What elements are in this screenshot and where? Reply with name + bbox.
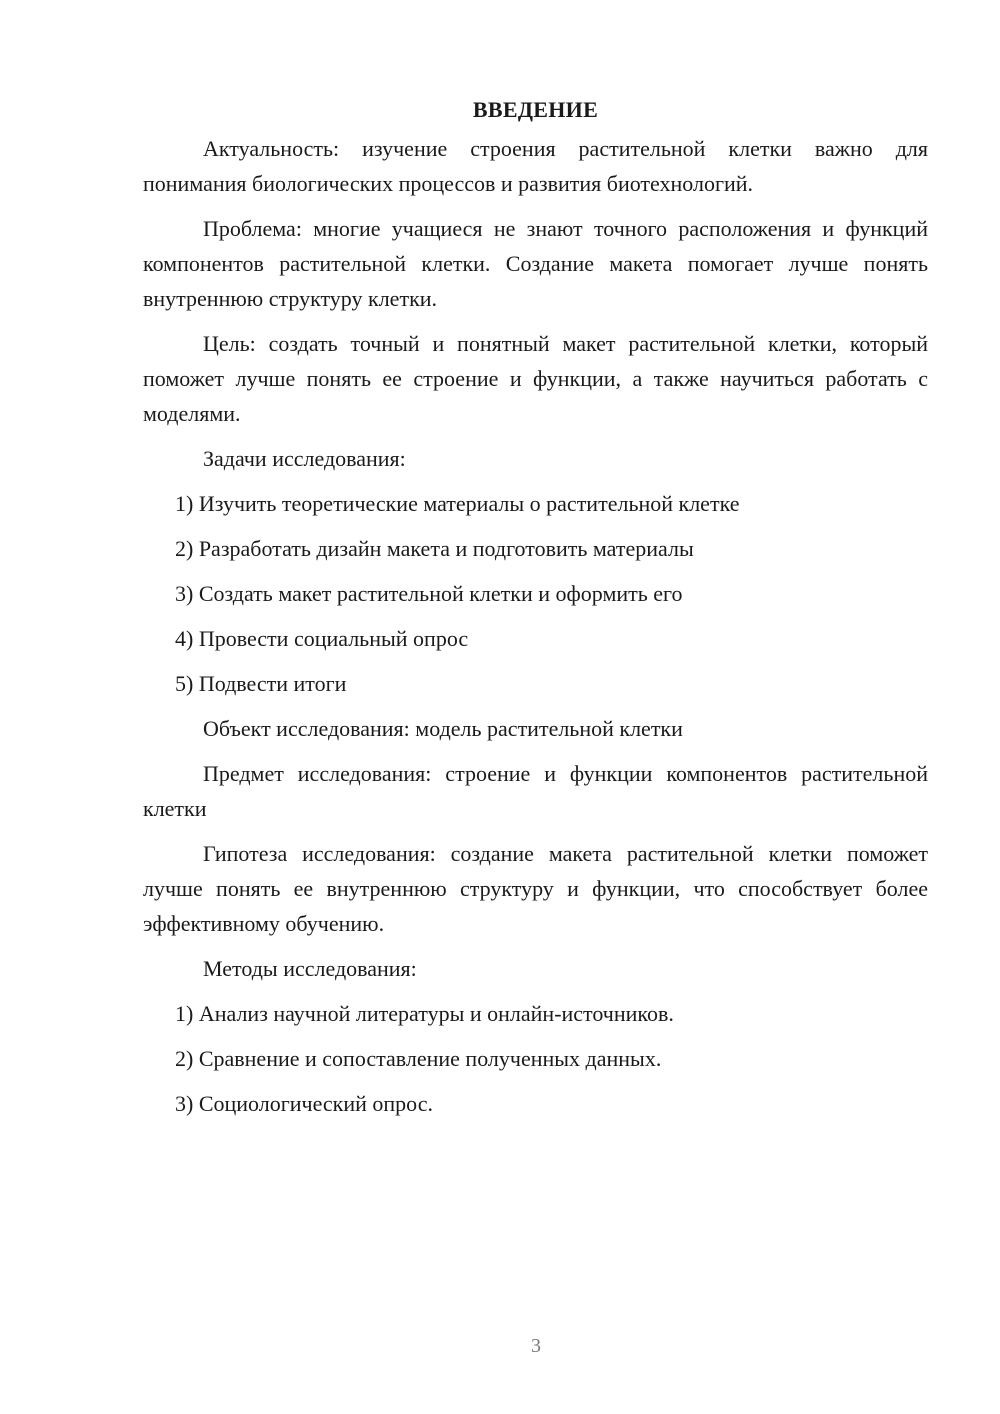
task-item: 1) Изучить теоретические материалы о растительной клетке bbox=[175, 491, 740, 516]
tasks-heading: Задачи исследования: bbox=[203, 446, 406, 471]
method-item: 2) Сравнение и сопоставление полученных данных. bbox=[175, 1046, 662, 1071]
page-content bbox=[143, 95, 928, 1131]
object-paragraph: Объект исследования: модель растительной клетки bbox=[203, 716, 683, 741]
section-title: ВВЕДЕНИЕ bbox=[472, 97, 599, 122]
subject-paragraph: Предмет исследования: строение и функции компонентов растительной клетки bbox=[143, 761, 928, 821]
task-item: 4) Провести социальный опрос bbox=[175, 626, 469, 651]
method-item: 1) Анализ научной литературы и онлайн-источников. bbox=[175, 1001, 674, 1026]
methods-heading: Методы исследования: bbox=[203, 956, 417, 981]
task-item: 2) Разработать дизайн макета и подготовить материалы bbox=[175, 536, 694, 561]
relevance-paragraph: Актуальность: изучение строения растительной клетки важно для понимания биологических процессов и развития биотехнологий. bbox=[143, 136, 928, 196]
task-item: 3) Создать макет растительной клетки и оформить его bbox=[175, 581, 683, 606]
problem-paragraph: Проблема: многие учащиеся не знают точного расположения и функций компонентов растительной клетки. Создание макета помогает лучше понять внутреннюю структуру клетки. bbox=[143, 216, 928, 311]
goal-paragraph: Цель: создать точный и понятный макет растительной клетки, который поможет лучше понять ее строение и функции, а также научиться работать с моделями. bbox=[143, 331, 928, 426]
task-item: 5) Подвести итоги bbox=[175, 671, 347, 696]
method-item: 3) Социологический опрос. bbox=[175, 1091, 433, 1116]
hypothesis-paragraph: Гипотеза исследования: создание макета растительной клетки поможет лучше понять ее внутреннюю структуру и функции, что способствует более эффективному обучению. bbox=[143, 841, 928, 936]
page-number: 3 bbox=[531, 1335, 541, 1357]
